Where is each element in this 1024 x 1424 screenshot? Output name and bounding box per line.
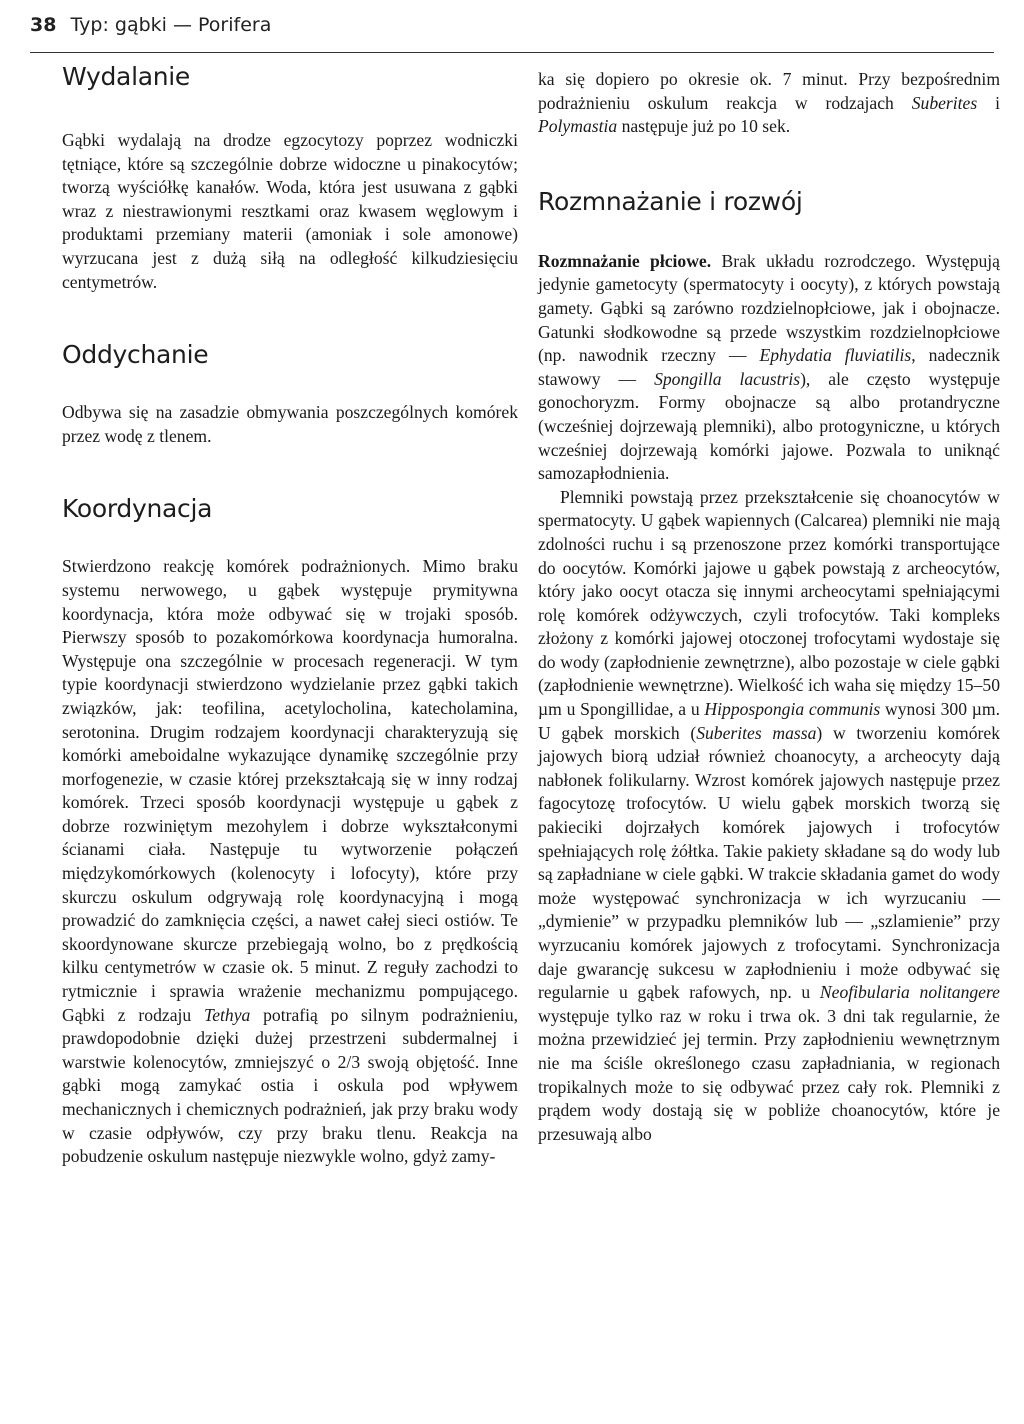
heading-koordynacja: Koordynacja: [62, 494, 213, 524]
taxon-name: Suberites: [911, 92, 978, 113]
page-number: 38: [30, 14, 57, 36]
taxon-name: Suberites massa: [696, 722, 817, 743]
text-span: następuje już po 10 sek.: [617, 116, 791, 137]
left-column: [62, 62, 518, 1169]
taxon-name: Ephydatia fluviatilis: [759, 345, 912, 366]
run-in-heading: Rozmnażanie płciowe.: [538, 250, 712, 271]
text-span: , nadecznik stawowy —: [538, 345, 1000, 389]
text-span: ) w tworzeniu komórek jajowych biorą udział również choanocyty, a archeocyty dają nabłonek folikularny. Wzrost komórek jajowych następuje przez fagocytozę trofocytów. U wielu gąbek morskich tworzą się pakieciki dojrzałych komórek jajowych i trofocytów spełniających rolę żółtka. Takie pakiety składane są do wody lub są zapładniane w ciele gąbki. W trakcie składania gamet do wody może występować synchronizacja w ich wyrzucaniu — „dymienie” w przypadku plemników lub — „szlamienie” przy wyrzucaniu komórek jajowych z trofocytami. Synchronizacja daje gwarancję sukcesu w zapłodnieniu i może odbywać się regularnie u gąbek rafowych, np. u: [538, 722, 1000, 1003]
text-span: Brak układu rozrodczego. Występują jedynie gametocyty (spermatocyty i oocyty), z których powstają gamety. Gąbki są zarówno rozdzielnopłciowe, jak i obojnacze. Gatunki słodkowodne są przede wszystkim rozdzielnopłciowe (np. nawodnik rzeczny —: [538, 250, 1000, 366]
heading-wydalanie: Wydalanie: [62, 62, 191, 91]
taxon-name: Hippospongia communis: [704, 699, 881, 720]
paragraph-oddychanie: Odbywa się na zasadzie obmywania poszczególnych komórek przez wodę z tlenem.: [62, 402, 518, 446]
heading-oddychanie: Oddychanie: [62, 340, 209, 370]
running-head: [30, 14, 271, 36]
text-span: i: [977, 92, 1000, 113]
taxon-name: Tethya: [204, 1004, 251, 1025]
text-span: Stwierdzono reakcję komórek podrażnionych. Mimo braku systemu nerwowego, u gąbek występuje prymitywna koordynacja, która może odbywać się w trojaki sposób. Pierwszy sposób to pozakomórkowa koordynacja humoralna. Występuje ona szczególnie w procesach regeneracji. W tym typie koordynacji stwierdzono wydzielanie przez gąbki takich związków, jak: teofilina, acetylocholina, katecholamina, serotonina. Drugim rodzajem koordynacji charakteryzują się komórki ameboidalne wykazujące dynamikę szczególnie przy morfogenezie, w czasie której przekształcają się w inny rodzaj komórek. Trzeci sposób koordynacji występuje u gąbek z dobrze rozwiniętym mezohylem i dobrze wykształconymi ścianami ciała. Następuje tu wytworzenie połączeń międzykomórkowych (kolenocyty i lofocyty), które przy skurczu oskulum odgrywają rolę koordynacyjną i mogą prowadzić do zamknięcia części, a nawet całej sieci ostiów. Te skoordynowane skurcze przebiegają wolno, bo z prędkością kilku centymetrów w czasie ok. 5 minut. Z reguły zachodzi to rytmicznie i sprawia wrażenie mechanizmu pompującego. Gąbki z rodzaju: [62, 556, 518, 1025]
text-span: potrafią po silnym podrażnieniu, prawdopodobnie dzięki dużej przestrzeni subdermalnej i warstwie kolenocytów, zmniejszyć o 2/3 swoją objętość. Inne gąbki mogą zamykać ostia i oskula pod wpływem mechanicznych i chemicznych podrażnień, jak przy braku wody w czasie odpływów, czy przy braku tlenu. Reakcja na pobudzenie oskulum następuje niezwykle wolno, gdyż zamy-: [62, 1004, 519, 1167]
text-span: Plemniki powstają przez przekształcenie się choanocytów w spermatocyty. U gąbek wapiennych (Calcarea) plemniki nie mają zdolności ruchu i są przenoszone przez komórki transportujące do oocytów. Komórki jajowe u gąbek powstają z archeocytów, który jako oocyt otacza się innymi archeocytami spełniającymi rolę komórek odżywczych, czyli trofocytów. Taki kompleks złożony z komórki jajowej otoczonej trofocytami wydostaje się do wody (zapłodnienie zewnętrzne), albo pozostaje w ciele gąbki (zapłodnienie wewnętrzne). Wielkość ich waha się między 15–50 µm u Spongillidae, a u: [538, 486, 1000, 720]
taxon-name: Neofibularia nolitangere: [819, 982, 1000, 1003]
right-column: [538, 68, 1000, 1146]
text-span: występuje tylko raz w roku i trwa ok. 3 dni tak regularnie, że można przewidzieć jej termin. Przy zapłodnieniu wewnętrznym nie ma ściśle określonego czasu zapładniania, w regionach tropikalnych może to się odbywać przez cały rok. Plemniki z prądem wody dostają się w pobliże choanocytów, które je przesuwają albo: [538, 1005, 1000, 1144]
paragraph-rozmnazanie-1: [538, 250, 1000, 486]
paragraph-koordynacja: [62, 555, 518, 1168]
header-rule: [30, 52, 994, 53]
heading-rozmnazanie: Rozmnażanie i rozwój: [538, 186, 803, 216]
paragraph-rozmnazanie-2: [538, 486, 1000, 1147]
text-span: wynosi 300 µm. U gąbek morskich (: [538, 699, 1001, 743]
text-span: ), ale często występuje gonochoryzm. Formy obojnacze są albo protandryczne (wcześniej dojrzewają plemniki), albo protogyniczne, u których wcześniej dojrzewają komórki jajowe. Pozwala to uniknąć samozapłodnienia.: [538, 368, 1000, 484]
paragraph-wydalanie: Gąbki wydalają na drodze egzocytozy poprzez wodniczki tętniące, które są szczególnie dobrze widoczne u pinakocytów; tworzą wyściółkę kanałów. Woda, która jest usuwana z gąbki wraz z niestrawionymi resztkami oraz kwasem węglowym i produktami przemiany materii (amoniak i sole amonowe) wyrzucana jest z dużą siłą na odległość kilkudziesięciu centymetrów.: [62, 130, 518, 292]
taxon-name: Polymastia: [538, 116, 618, 137]
paragraph-continuation: [538, 68, 1000, 139]
running-title: Typ: gąbki — Porifera: [70, 14, 272, 36]
taxon-name: Spongilla lacustris: [654, 368, 801, 389]
text-span: ka się dopiero po okresie ok. 7 minut. Przy bezpośrednim podrażnieniu oskulum reakcja w rodzajach: [538, 69, 1000, 113]
